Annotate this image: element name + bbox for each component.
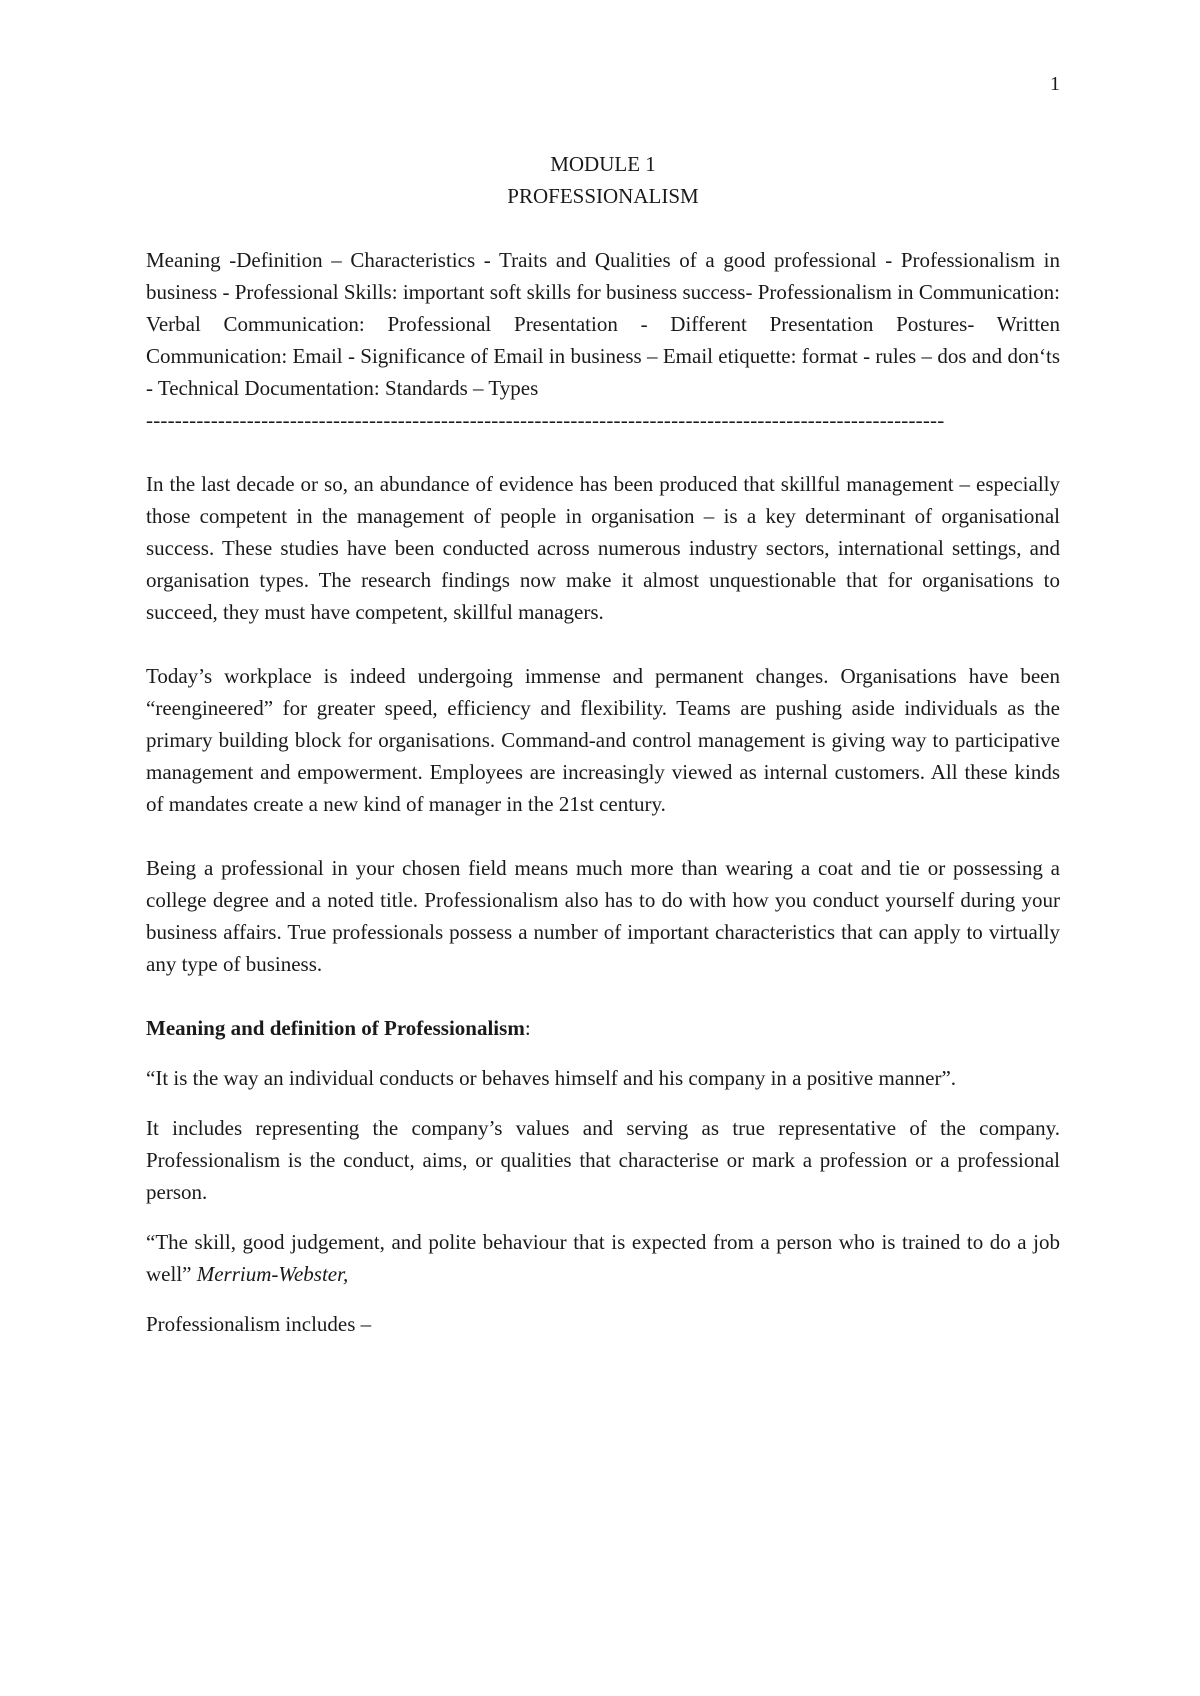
includes-line: Professionalism includes – — [146, 1312, 372, 1336]
section-heading: Meaning and definition of Professionalism — [146, 1016, 525, 1040]
webster-quote-paragraph — [146, 1226, 1060, 1290]
module-subtitle: PROFESSIONALISM — [507, 184, 699, 208]
document-body — [146, 148, 1060, 1340]
title-block — [146, 148, 1060, 212]
definition-quote: “It is the way an individual conducts or behaves himself and his company in a positive manner”. — [146, 1066, 957, 1090]
webster-source: Merrium-Webster, — [196, 1262, 349, 1286]
intro-paragraph-3: Being a professional in your chosen field means much more than wearing a coat and tie or possessing a college degree and a noted title. Professionalism also has to do with how you conduct yourself during your business affairs. True professionals possess a number of important characteristics that can apply to virtually any type of business. — [146, 856, 1060, 976]
intro-paragraph-2: Today’s workplace is indeed undergoing immense and permanent changes. Organisations have been “reengineered” for greater speed, efficiency and flexibility. Teams are pushing aside individuals as the primary building block for organisations. Command-and control management is giving way to participative management and empowerment. Employees are increasingly viewed as internal customers. All these kinds of mandates create a new kind of manager in the 21st century. — [146, 664, 1060, 816]
syllabus-paragraph: Meaning -Definition – Characteristics - Traits and Qualities of a good professional - Professionalism in business - Professional Skills: important soft skills for business success- Professionalism in Communication: Verbal Communication: Professional Presentation - Different Presentation Postures- Written Communication: Email - Significance of Email in business – Email etiquette: format - rules – dos and don‘ts - Technical Documentation: Standards – Types — [146, 248, 1060, 400]
webster-quote: “The skill, good judgement, and polite behaviour that is expected from a person who is trained to do a job well” — [146, 1230, 1060, 1286]
section-heading-colon: : — [524, 1016, 531, 1040]
section-heading-line — [146, 1012, 1060, 1044]
definition-paragraph: It includes representing the company’s values and serving as true representative of the company. Professionalism is the conduct, aims, or qualities that characterise or mark a profession or a professional person. — [146, 1116, 1060, 1204]
module-title: MODULE 1 — [550, 152, 656, 176]
divider-line: --------------------------------------------------------------------------------------------------------------- — [146, 408, 945, 432]
intro-paragraph-1: In the last decade or so, an abundance of evidence has been produced that skillful management – especially those competent in the management of people in organisation – is a key determinant of organisational success. These studies have been conducted across numerous industry sectors, international settings, and organisation types. The research findings now make it almost unquestionable that for organisations to succeed, they must have competent, skillful managers. — [146, 472, 1060, 624]
page-number: 1 — [1050, 73, 1060, 95]
